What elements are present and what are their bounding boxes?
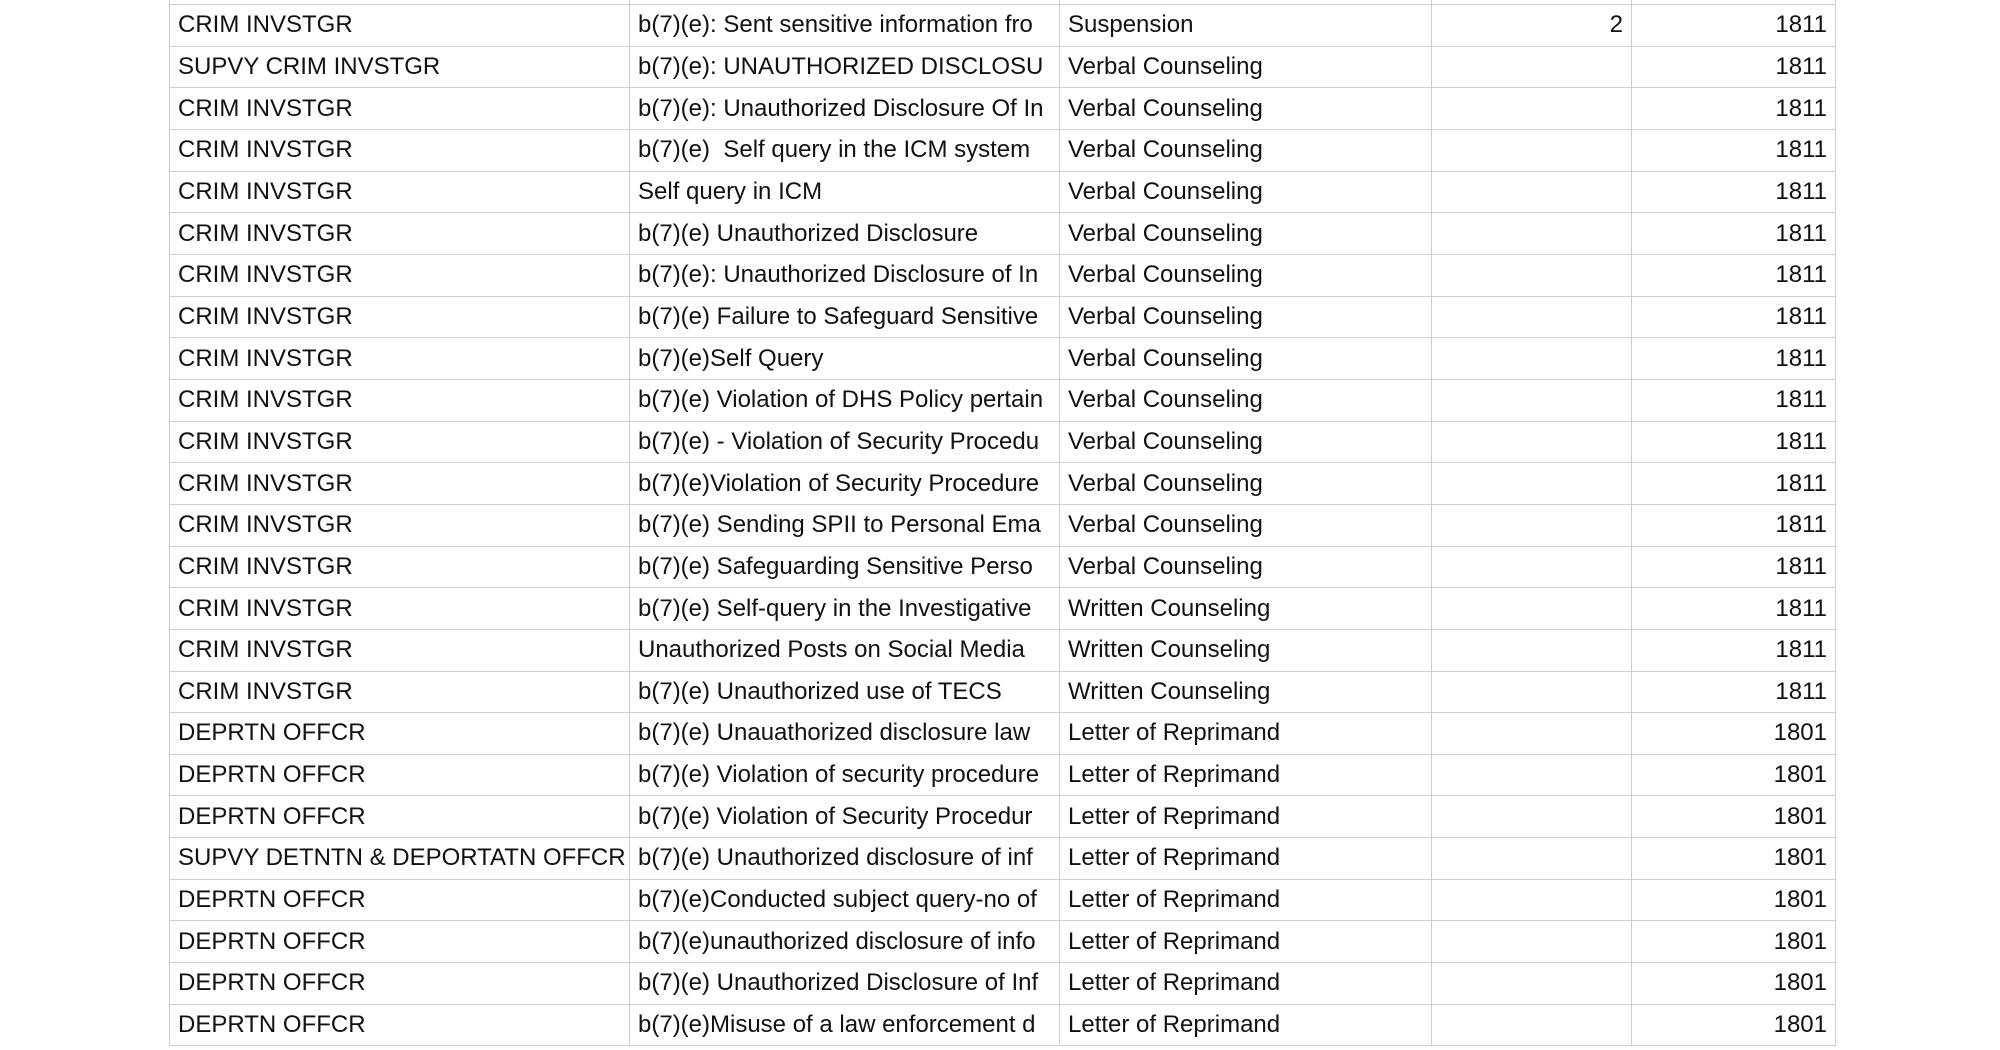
- cell-action[interactable]: Letter of Reprimand: [1060, 963, 1432, 1005]
- cell-count[interactable]: [1432, 213, 1632, 255]
- cell-position-title[interactable]: DEPRTN OFFCR: [170, 1005, 630, 1047]
- table-row: [170, 505, 1837, 547]
- cell-description[interactable]: b(7)(e): Sent sensitive information fro: [630, 5, 1060, 47]
- cell-action[interactable]: Letter of Reprimand: [1060, 1005, 1432, 1047]
- cell-description[interactable]: Self query in ICM: [630, 172, 1060, 214]
- cell-description[interactable]: b(7)(e)Self Query: [630, 338, 1060, 380]
- cell-count[interactable]: [1432, 838, 1632, 880]
- table-row: [170, 838, 1837, 880]
- cell-position-title[interactable]: CRIM INVSTGR: [170, 380, 630, 422]
- cell-action[interactable]: Written Counseling: [1060, 630, 1432, 672]
- cell-count[interactable]: [1432, 963, 1632, 1005]
- cell-action[interactable]: Verbal Counseling: [1060, 130, 1432, 172]
- cell-position-title[interactable]: CRIM INVSTGR: [170, 5, 630, 47]
- cell-series[interactable]: 1811: [1632, 547, 1836, 589]
- cell-description[interactable]: b(7)(e) Unauthorized Disclosure of Inf: [630, 963, 1060, 1005]
- table-row: [170, 380, 1837, 422]
- cell-position-title[interactable]: CRIM INVSTGR: [170, 297, 630, 339]
- cell-description[interactable]: b(7)(e) Self-query in the Investigative: [630, 588, 1060, 630]
- cell-description[interactable]: b(7)(e): UNAUTHORIZED DISCLOSU: [630, 47, 1060, 89]
- cell-position-title[interactable]: SUPVY DETNTN & DEPORTATN OFFCR: [170, 838, 630, 880]
- cell-description[interactable]: b(7)(e) Violation of Security Procedur: [630, 796, 1060, 838]
- cell-action[interactable]: Verbal Counseling: [1060, 172, 1432, 214]
- cell-count[interactable]: [1432, 588, 1632, 630]
- cell-action[interactable]: Verbal Counseling: [1060, 422, 1432, 464]
- cell-description[interactable]: b(7)(e)Misuse of a law enforcement d: [630, 1005, 1060, 1047]
- cell-description[interactable]: b(7)(e) Violation of security procedure: [630, 755, 1060, 797]
- cell-action[interactable]: Written Counseling: [1060, 588, 1432, 630]
- cell-series[interactable]: 1811: [1632, 422, 1836, 464]
- cell-position-title[interactable]: CRIM INVSTGR: [170, 672, 630, 714]
- cell-position-title[interactable]: CRIM INVSTGR: [170, 505, 630, 547]
- cell-series[interactable]: 1811: [1632, 338, 1836, 380]
- cell-count[interactable]: [1432, 255, 1632, 297]
- cell-description[interactable]: b(7)(e): Unauthorized Disclosure Of In: [630, 88, 1060, 130]
- cell-series[interactable]: 1801: [1632, 1005, 1836, 1047]
- cell-count[interactable]: [1432, 880, 1632, 922]
- cell-action[interactable]: Verbal Counseling: [1060, 88, 1432, 130]
- cell-count[interactable]: [1432, 463, 1632, 505]
- cell-series[interactable]: 1811: [1632, 463, 1836, 505]
- cell-action[interactable]: Letter of Reprimand: [1060, 880, 1432, 922]
- cell-series[interactable]: 1811: [1632, 588, 1836, 630]
- table-row: [170, 547, 1837, 589]
- cell-count[interactable]: [1432, 88, 1632, 130]
- cell-series[interactable]: 1801: [1632, 963, 1836, 1005]
- table-row: [170, 713, 1837, 755]
- cell-position-title[interactable]: SUPVY CRIM INVSTGR: [170, 47, 630, 89]
- cell-count[interactable]: [1432, 547, 1632, 589]
- table-row: [170, 672, 1837, 714]
- cell-count[interactable]: [1432, 130, 1632, 172]
- cell-position-title[interactable]: DEPRTN OFFCR: [170, 755, 630, 797]
- cell-position-title[interactable]: DEPRTN OFFCR: [170, 796, 630, 838]
- cell-position-title[interactable]: CRIM INVSTGR: [170, 213, 630, 255]
- cell-count[interactable]: 2: [1432, 5, 1632, 47]
- cell-series[interactable]: 1801: [1632, 755, 1836, 797]
- cell-count[interactable]: [1432, 1005, 1632, 1047]
- cell-series[interactable]: 1811: [1632, 213, 1836, 255]
- table-row: [170, 588, 1837, 630]
- cell-action[interactable]: Letter of Reprimand: [1060, 755, 1432, 797]
- cell-series[interactable]: 1801: [1632, 713, 1836, 755]
- cell-description[interactable]: b(7)(e) Unauathorized disclosure law: [630, 713, 1060, 755]
- cell-position-title[interactable]: CRIM INVSTGR: [170, 338, 630, 380]
- cell-description[interactable]: b(7)(e)Conducted subject query-no of: [630, 880, 1060, 922]
- cell-position-title[interactable]: CRIM INVSTGR: [170, 255, 630, 297]
- cell-description[interactable]: b(7)(e) Unauthorized Disclosure: [630, 213, 1060, 255]
- table-row: [170, 880, 1837, 922]
- table-row: [170, 963, 1837, 1005]
- cell-series[interactable]: 1811: [1632, 380, 1836, 422]
- cell-position-title[interactable]: CRIM INVSTGR: [170, 422, 630, 464]
- table-row: [170, 213, 1837, 255]
- cell-series[interactable]: 1801: [1632, 921, 1836, 963]
- table-row: [170, 463, 1837, 505]
- spreadsheet-table: [169, 0, 1837, 1046]
- table-row: [170, 755, 1837, 797]
- cell-action[interactable]: Verbal Counseling: [1060, 463, 1432, 505]
- cell-description[interactable]: b(7)(e) Unauthorized disclosure of inf: [630, 838, 1060, 880]
- cell-action[interactable]: Written Counseling: [1060, 672, 1432, 714]
- cell-position-title[interactable]: CRIM INVSTGR: [170, 88, 630, 130]
- table-rows: [170, 5, 1837, 1046]
- cell-series[interactable]: 1811: [1632, 630, 1836, 672]
- cell-count[interactable]: [1432, 921, 1632, 963]
- cell-count[interactable]: [1432, 380, 1632, 422]
- cell-position-title[interactable]: DEPRTN OFFCR: [170, 880, 630, 922]
- cell-count[interactable]: [1432, 172, 1632, 214]
- cell-action[interactable]: Verbal Counseling: [1060, 213, 1432, 255]
- table-row: [170, 921, 1837, 963]
- cell-position-title[interactable]: CRIM INVSTGR: [170, 463, 630, 505]
- cell-action[interactable]: Verbal Counseling: [1060, 255, 1432, 297]
- cell-action[interactable]: Verbal Counseling: [1060, 297, 1432, 339]
- cell-series[interactable]: 1811: [1632, 255, 1836, 297]
- table-row: [170, 796, 1837, 838]
- cell-count[interactable]: [1432, 338, 1632, 380]
- table-row: [170, 130, 1837, 172]
- cell-action[interactable]: Letter of Reprimand: [1060, 838, 1432, 880]
- table-row: [170, 630, 1837, 672]
- cell-series[interactable]: 1811: [1632, 172, 1836, 214]
- cell-description[interactable]: b(7)(e) Failure to Safeguard Sensitive: [630, 297, 1060, 339]
- cell-description[interactable]: b(7)(e)Violation of Security Procedure: [630, 463, 1060, 505]
- cell-action[interactable]: Verbal Counseling: [1060, 380, 1432, 422]
- cell-action[interactable]: Letter of Reprimand: [1060, 921, 1432, 963]
- table-row: [170, 422, 1837, 464]
- cell-count[interactable]: [1432, 47, 1632, 89]
- cell-series[interactable]: 1811: [1632, 297, 1836, 339]
- cell-position-title[interactable]: DEPRTN OFFCR: [170, 713, 630, 755]
- cell-description[interactable]: b(7)(e) - Violation of Security Procedu: [630, 422, 1060, 464]
- cell-action[interactable]: Verbal Counseling: [1060, 505, 1432, 547]
- cell-series[interactable]: 1811: [1632, 505, 1836, 547]
- cell-count[interactable]: [1432, 422, 1632, 464]
- cell-description[interactable]: b(7)(e) Sending SPII to Personal Ema: [630, 505, 1060, 547]
- cell-description[interactable]: b(7)(e) Safeguarding Sensitive Perso: [630, 547, 1060, 589]
- cell-series[interactable]: 1801: [1632, 796, 1836, 838]
- cell-action[interactable]: Letter of Reprimand: [1060, 796, 1432, 838]
- cell-position-title[interactable]: CRIM INVSTGR: [170, 172, 630, 214]
- table-row: [170, 338, 1837, 380]
- cell-action[interactable]: Verbal Counseling: [1060, 338, 1432, 380]
- cell-position-title[interactable]: CRIM INVSTGR: [170, 588, 630, 630]
- cell-count[interactable]: [1432, 755, 1632, 797]
- cell-count[interactable]: [1432, 672, 1632, 714]
- table-row: [170, 255, 1837, 297]
- cell-description[interactable]: b(7)(e)unauthorized disclosure of info: [630, 921, 1060, 963]
- cell-count[interactable]: [1432, 297, 1632, 339]
- cell-description[interactable]: b(7)(e): Unauthorized Disclosure of In: [630, 255, 1060, 297]
- cell-description[interactable]: b(7)(e) Self query in the ICM system: [630, 130, 1060, 172]
- cell-series[interactable]: 1801: [1632, 838, 1836, 880]
- cell-count[interactable]: [1432, 796, 1632, 838]
- cell-count[interactable]: [1432, 630, 1632, 672]
- cell-series[interactable]: 1801: [1632, 880, 1836, 922]
- table-row: [170, 5, 1837, 47]
- cell-position-title[interactable]: CRIM INVSTGR: [170, 130, 630, 172]
- cell-count[interactable]: [1432, 505, 1632, 547]
- table-row: [170, 172, 1837, 214]
- table-row: [170, 47, 1837, 89]
- cell-action[interactable]: Letter of Reprimand: [1060, 713, 1432, 755]
- cell-position-title[interactable]: CRIM INVSTGR: [170, 547, 630, 589]
- cell-series[interactable]: 1811: [1632, 47, 1836, 89]
- cell-series[interactable]: 1811: [1632, 5, 1836, 47]
- cell-action[interactable]: Verbal Counseling: [1060, 47, 1432, 89]
- cell-series[interactable]: 1811: [1632, 88, 1836, 130]
- cell-count[interactable]: [1432, 713, 1632, 755]
- cell-action[interactable]: Verbal Counseling: [1060, 547, 1432, 589]
- cell-description[interactable]: Unauthorized Posts on Social Media: [630, 630, 1060, 672]
- cell-description[interactable]: b(7)(e) Violation of DHS Policy pertain: [630, 380, 1060, 422]
- cell-action[interactable]: Suspension: [1060, 5, 1432, 47]
- table-row: [170, 88, 1837, 130]
- table-row: [170, 297, 1837, 339]
- table-row: [170, 1005, 1837, 1047]
- cell-description[interactable]: b(7)(e) Unauthorized use of TECS: [630, 672, 1060, 714]
- cell-position-title[interactable]: CRIM INVSTGR: [170, 630, 630, 672]
- cell-series[interactable]: 1811: [1632, 672, 1836, 714]
- cell-series[interactable]: 1811: [1632, 130, 1836, 172]
- cell-position-title[interactable]: DEPRTN OFFCR: [170, 921, 630, 963]
- cell-position-title[interactable]: DEPRTN OFFCR: [170, 963, 630, 1005]
